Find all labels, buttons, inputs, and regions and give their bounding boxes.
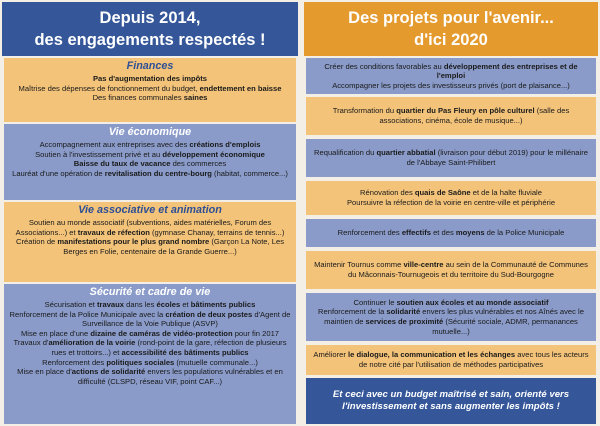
footer-line-1: Et ceci avec un budget maîtrisé et sain, orienté vers [332,389,570,400]
economie-line-2: Soutien à l'investissement privé et au développement économique [35,149,265,159]
finances-line-3: Des finances communales saines [92,93,208,103]
left-header-line-1: Depuis 2014, [99,9,201,27]
right-header [304,2,598,56]
finances-line-2: Maîtrise des dépenses de fonctionnement du budget, endettement en baisse [18,83,282,93]
projet-ville-centre: Maintenir Tournus comme ville-centre au sein de la Communauté de Communes du Mâconnais-Tournugeois et du territoire du Sud-Bourgogne [306,251,596,289]
right-footer [306,378,596,424]
associative-panel [4,202,296,282]
projet-police: Renforcement des effectifs et des moyens de la Police Municipale [306,219,596,247]
projet-solidarite: Continuer le soutien aux écoles et au monde associatif Renforcement de la solidarité envers les plus vulnérables et nos Aînés avec le maintien de services de proximité (Sécurité sociale, ADMR, permanances mutuelle...) [306,293,596,341]
associative-line-1: Soutien au monde associatif (subventions, aides matérielles, Forum des Associations...) et travaux de réfection (gymnase Chanay, terrains de tennis...) [15,218,285,237]
projet-quartier-abbatial: Requalification du quartier abbatial (livraison pour début 2019) pour le millénaire de l'Abbaye Saint-Philibert [306,139,596,177]
economie-line-1: Accompagnement aux entreprises avec des créations d'emplois [39,140,261,149]
projet-entreprises: Créer des conditions favorables au développement des entreprises et de l'emploi Accompagner les projets des investisseurs privés (port de plaisance...) [306,58,596,94]
securite-panel [4,284,296,424]
economie-panel [4,124,296,200]
left-header-line-2: des engagements respectés ! [34,31,266,49]
left-column [2,0,298,426]
finances-line-1: Pas d'augmentation des impôts [92,74,208,83]
economie-line-3: Baisse du taux de vacance des commerces [73,159,227,169]
securite-title: Sécurité et cadre de vie [89,286,211,298]
securite-line-1: Sécurisation et travaux dans les écoles et bâtiments publics [44,300,256,309]
projet-dialogue: Améliorer le dialogue, la communication et les échanges avec tous les acteurs de notre cité par l'utilisation de méthodes participatives [306,345,596,375]
projet-quais-saone: Rénovation des quais de Saône et de la halte fluviale Poursuivre la réfection de la voirie en centre-ville et périphérie [306,181,596,215]
right-header-line-1: Des projets pour l'avenir... [348,9,554,27]
economie-line-4: Lauréat d'une opération de revitalisation du centre-bourg (habitat, commerce...) [12,168,288,178]
finances-panel [4,58,296,122]
left-header [2,2,298,56]
finances-title: Finances [126,60,174,72]
right-column [304,0,598,426]
projet-pas-fleury: Transformation du quartier du Pas Fleury en pôle culturel (salle des associations, cinéma, école de musique...) [306,97,596,135]
right-header-line-2: d'ici 2020 [414,31,488,49]
securite-line-3: Mise en place d'une dizaine de caméras de vidéo-protection pour fin 2017 [20,328,280,338]
securite-line-2: Renforcement de la Police Municipale avec la création de deux postes d'Agent de Surveillance de la Voie Publique (ASVP) [9,309,291,329]
economie-title: Vie économique [108,126,192,138]
associative-title: Vie associative et animation [78,204,222,216]
associative-line-2: Création de manifestations pour le plus grand nombre (Garçon La Note, Les Berges en Folie, centenaire de la Grande Guerre...) [16,237,284,256]
securite-line-5: Renforcement des politiques sociales (mutuelle communale...) [42,357,258,367]
footer-line-2: l'investissement et sans augmenter les impôts ! [342,401,560,412]
securite-line-4: Travaux d'amélioration de la voirie (rond-point de la gare, réfection de plusieurs rues et trottoirs...) et accessibilité des bâtiments publics [13,338,287,357]
securite-line-6: Mise en place d'actions de solidarité envers les populations vulnérables et en difficulté (CLSPD, réseau VIF, point CAF...) [17,367,283,386]
